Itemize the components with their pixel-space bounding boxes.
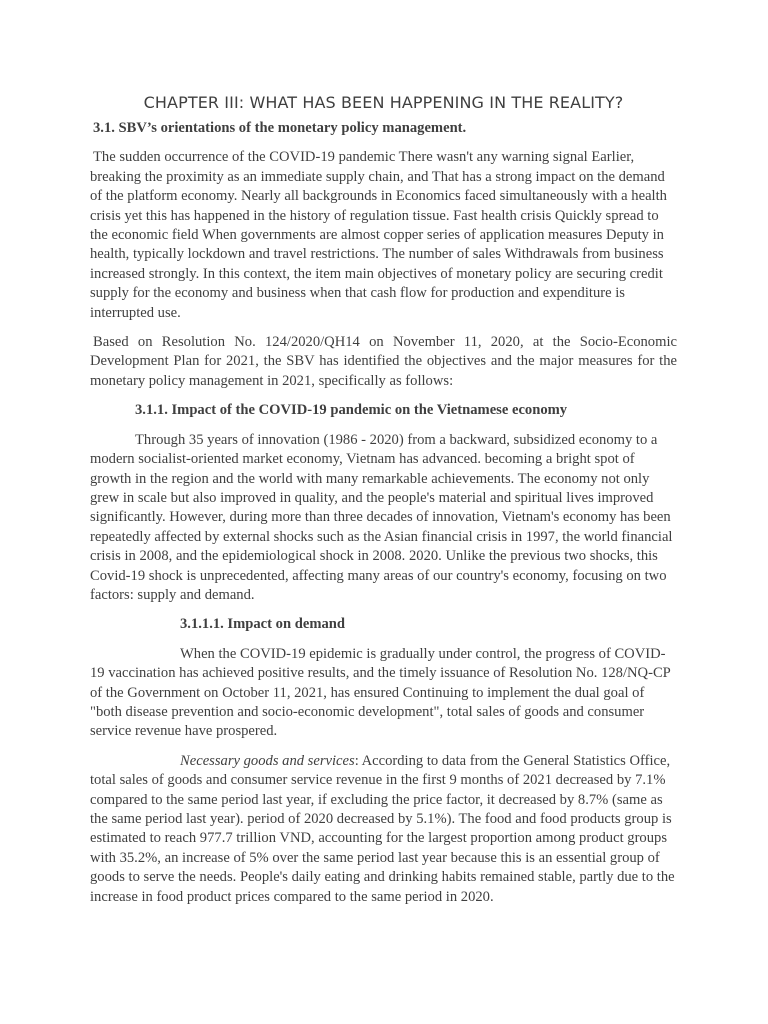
section-3-1-1-1-paragraph-1: When the COVID-19 epidemic is gradually under control, the progress of COVID-19 vaccination has achieved positive results, and the timely issuance of Resolution No. 128/NQ-CP of the Government on October 11, 2021, has ensured Continuing to implement the dual goal of "both disease prevention and socio-economic development", total sales of goods and consumer service revenue have prospered. xyxy=(90,645,671,740)
section-3-1-1-1-heading: 3.1.1.1. Impact on demand xyxy=(180,616,346,633)
necessary-goods-lead: Necessary goods and services xyxy=(180,752,355,769)
section-3-1-1-1-paragraph-2 xyxy=(90,752,677,907)
section-3-1-paragraph-2: Based on Resolution No. 124/2020/QH14 on November 11, 2020, at the Socio-Economic Development Plan for 2021, the SBV has identified the objectives and the major measures for the monetary policy management in 2021, specifically as follows: xyxy=(90,334,677,389)
necessary-goods-body: : According to data from the General Statistics Office, total sales of goods and consumer service revenue in the first 9 months of 2021 decreased by 7.1% compared to the same period last year, if excluding the price factor, it decreased by 8.7% (same as the same period last year). period of 2020 decreased by 5.1%). The food and food products group is estimated to reach 977.7 trillion VND, accounting for the largest proportion among product groups with 35.2%, an increase of 5% over the same period last year because this is an essential group of goods to serve the needs. People's daily eating and drinking habits remained stable, partly due to the increase in food product prices compared to the same period in 2020. xyxy=(90,752,675,905)
section-3-1-heading: 3.1. SBV’s orientations of the monetary policy management. xyxy=(93,120,467,136)
section-3-1-1-paragraph: Through 35 years of innovation (1986 - 2020) from a backward, subsidized economy to a modern socialist-oriented market economy, Vietnam has advanced. becoming a bright spot of growth in the region and the world with many remarkable achievements. The economy not only grew in scale but also improved in quality, and the people's material and spiritual lives improved significantly. However, during more than three decades of innovation, Vietnam's economy has been repeatedly affected by external shocks such as the Asian financial crisis in 1997, the world financial crisis in 2008, and the epidemiological shock in 2008. 2020. Unlike the previous two shocks, this Covid-19 shock is unprecedented, affecting many areas of our country's economy, focusing on two factors: supply and demand. xyxy=(90,431,673,603)
chapter-title: CHAPTER III: WHAT HAS BEEN HAPPENING IN THE REALITY? xyxy=(143,93,624,112)
section-3-1-1-heading: 3.1.1. Impact of the COVID-19 pandemic on the Vietnamese economy xyxy=(135,402,568,419)
document-body xyxy=(90,92,677,917)
section-3-1-paragraph-1: The sudden occurrence of the COVID-19 pandemic There wasn't any warning signal Earlier, breaking the proximity as an immediate supply chain, and That has a strong impact on the demand of the platform economy. Nearly all backgrounds in Economics faced simultaneously with a health crisis yet this has happened in the history of regulation tissue. Fast health crisis Quickly spread to the economic field When governments are almost copper series of application measures Deputy in health, typically lockdown and travel restrictions. The number of sales Withdrawals from business increased strongly. In this context, the item main objectives of monetary policy are securing credit supply for the economy and business when that cash flow for production and expenditure is interrupted use. xyxy=(90,149,667,321)
